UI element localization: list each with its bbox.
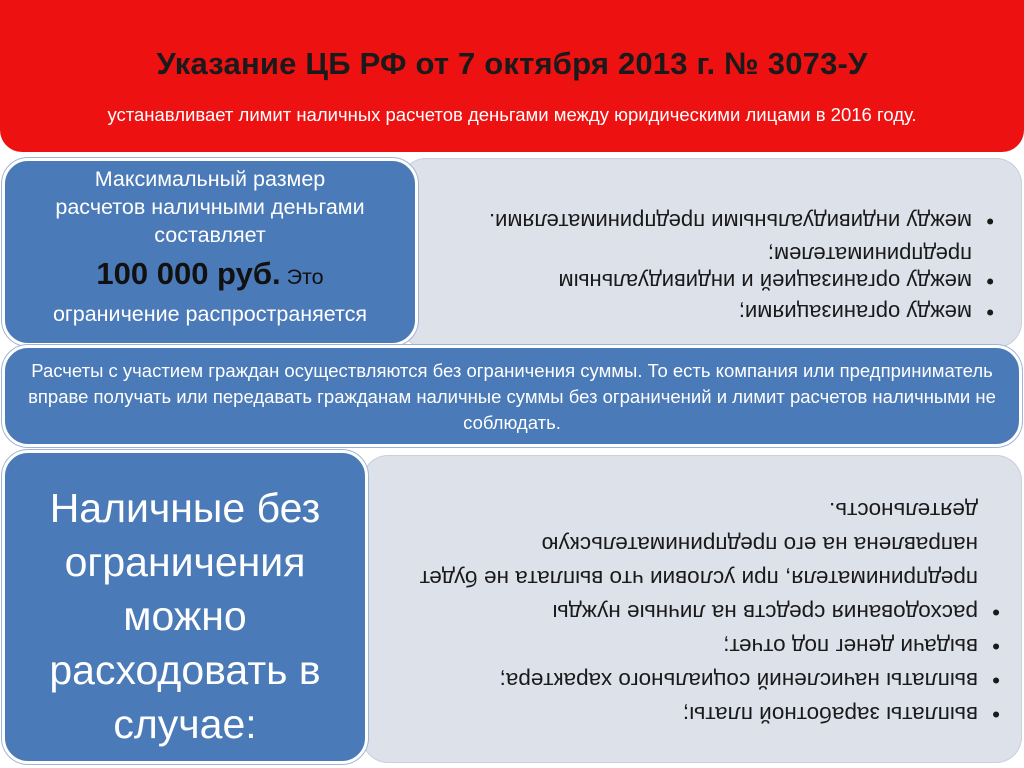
limit-list	[440, 208, 998, 326]
header-banner	[0, 0, 1024, 152]
list-item: • выплаты заработной платы;	[402, 697, 1004, 731]
unlimited-text-line: ограничения	[64, 539, 306, 585]
limit-text-line: Максимальный размер	[94, 167, 326, 191]
limit-amount-line	[5, 255, 415, 299]
list-item: • между организацией и индивидуальным предпринимателем;	[440, 241, 998, 295]
limit-text-line: ограничение распространяется	[52, 302, 368, 326]
limit-text-line: составляет	[154, 223, 266, 247]
unlimited-text-line: можно	[123, 593, 247, 639]
slide-subtitle: устанавливает лимит наличных расчетов деньгами между юридическими лицами в 2016 году.	[107, 104, 917, 125]
unlimited-text-line: расходовать в	[49, 647, 321, 693]
list-item: • между организациями;	[440, 299, 998, 326]
limit-amount: 100 000 руб.	[96, 256, 281, 291]
limit-box	[2, 158, 418, 346]
unlimited-text-line: Наличные без	[49, 485, 321, 531]
limit-amount-suffix: Это	[280, 265, 324, 289]
unlimited-box	[2, 450, 368, 764]
limit-text-line: расчетов наличными деньгами	[55, 195, 365, 219]
list-item: • выдачи денег под отчет;	[402, 629, 1004, 663]
citizens-text: Расчеты с участием граждан осуществляются без ограничения суммы. То есть компания или предприниматель вправе получать или передавать гражданам наличные суммы без ограничений и лимит расчетов наличными не соблюдать.	[28, 360, 996, 433]
limit-list-panel	[400, 158, 1022, 348]
list-item: • расходования средств на личные нужды предпринимателя, при условии что выплата не будет направлена на его предпринимательскую деятельность.	[402, 493, 1004, 629]
limit-list-flipped	[400, 158, 1022, 348]
unlimited-text-line: случае:	[113, 701, 257, 747]
unlimited-list	[402, 493, 1004, 731]
unlimited-list-panel	[362, 455, 1022, 763]
unlimited-list-flipped	[362, 455, 1022, 763]
list-item: • между индивидуальными предпринимателями.	[440, 208, 998, 235]
list-item: • выплаты начислений социального характера;	[402, 663, 1004, 697]
slide-title: Указание ЦБ РФ от 7 октября 2013 г. № 3073-У	[156, 46, 868, 81]
citizens-box	[2, 345, 1022, 447]
